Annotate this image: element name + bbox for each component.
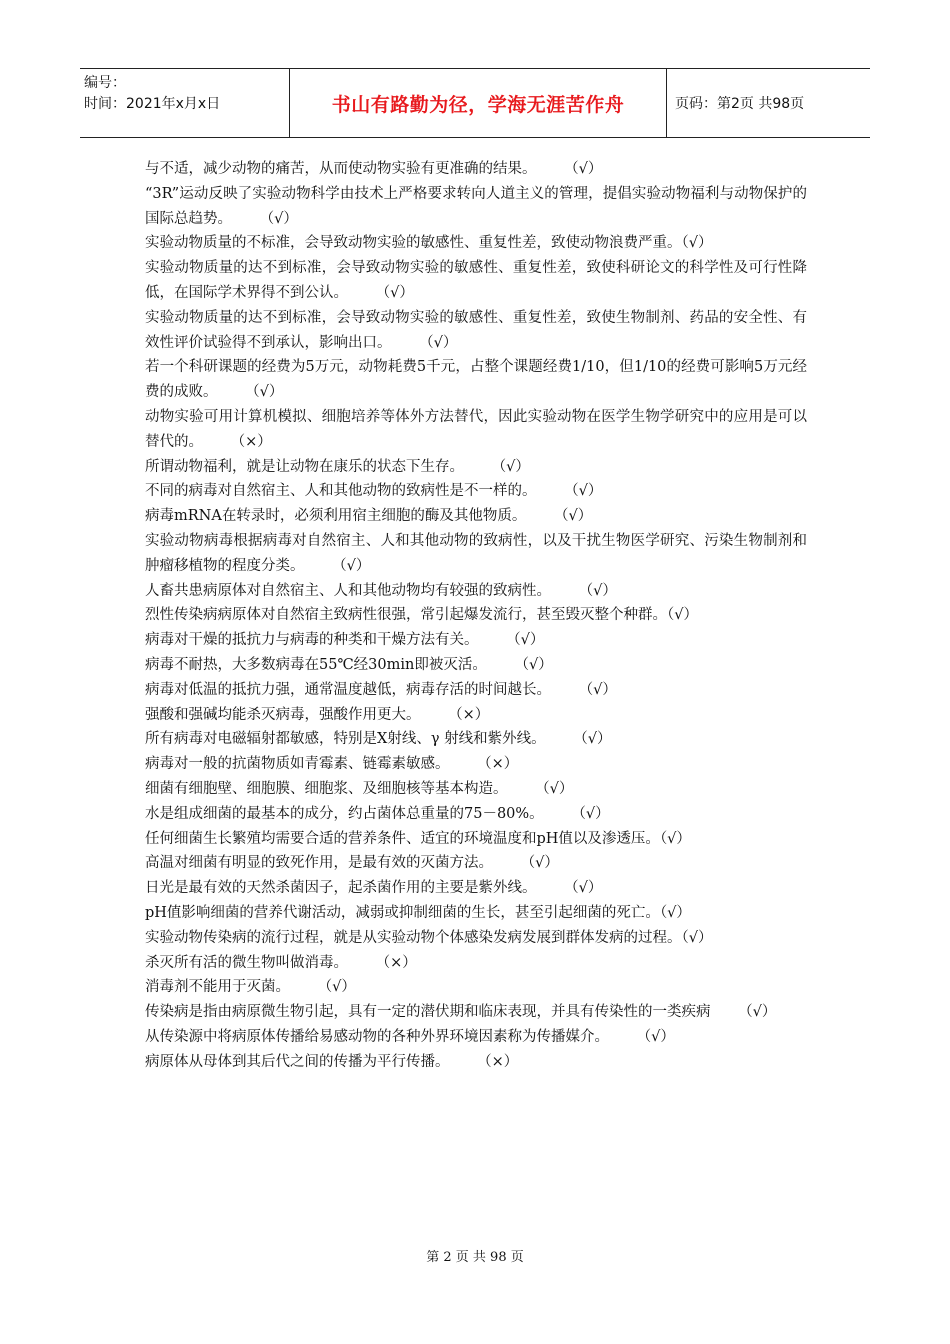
statement-text: 高温对细菌有明显的致死作用，是最有效的灭菌方法。 bbox=[145, 855, 493, 872]
statement-text: “3R”运动反映了实验动物科学由技术上严格要求转向人道主义的管理，提倡实验动物福利与动物保护的国际总趋势。 bbox=[145, 185, 807, 227]
statement-text: pH值影响细菌的营养代谢活动，减弱或抑制细菌的生长，甚至引起细菌的死亡。 bbox=[145, 904, 660, 921]
statement-text: 与不适，减少动物的痛苦，从而使动物实验有更准确的结果。 bbox=[145, 161, 537, 177]
statement-text: 水是组成细菌的最基本的成分，约占菌体总重量的75－80%。 bbox=[145, 805, 544, 822]
statement-paragraph bbox=[145, 802, 807, 827]
statement-paragraph bbox=[145, 703, 807, 728]
statement-paragraph bbox=[145, 1050, 807, 1075]
statement-paragraph bbox=[145, 479, 807, 504]
header-meta bbox=[80, 69, 290, 137]
page-header bbox=[80, 68, 870, 138]
answer-mark: （√） bbox=[551, 582, 617, 599]
answer-mark: （√） bbox=[659, 830, 691, 847]
answer-mark: （√） bbox=[659, 904, 691, 921]
document-number-label: 编号： bbox=[84, 75, 126, 91]
statement-paragraph bbox=[145, 306, 807, 356]
statement-paragraph bbox=[145, 777, 807, 802]
statement-text: 消毒剂不能用于灭菌。 bbox=[145, 979, 290, 996]
statement-text: 实验动物病毒根据病毒对自然宿主、人和其他动物的致病性，以及干扰生物医学研究、污染生物制剂和肿瘤移植物的程度分类。 bbox=[145, 532, 807, 574]
statement-text: 人畜共患病原体对自然宿主、人和其他动物均有较强的致病性。 bbox=[145, 582, 551, 599]
statement-text: 动物实验可用计算机模拟、细胞培养等体外方法替代，因此实验动物在医学生物学研究中的应用是可以替代的。 bbox=[145, 408, 807, 450]
answer-mark: （√） bbox=[551, 681, 617, 698]
answer-mark: （√） bbox=[710, 1004, 777, 1021]
statement-paragraph bbox=[145, 355, 807, 405]
statement-paragraph bbox=[145, 231, 807, 256]
answer-mark: （√） bbox=[536, 880, 603, 897]
statement-paragraph bbox=[145, 926, 807, 951]
answer-mark: （√） bbox=[486, 656, 553, 673]
statement-text: 日光是最有效的天然杀菌因子，起杀菌作用的主要是紫外线。 bbox=[145, 880, 537, 897]
statement-paragraph bbox=[145, 1025, 807, 1050]
statement-paragraph bbox=[145, 653, 807, 678]
answer-mark: （√） bbox=[232, 210, 298, 227]
answer-mark: （√） bbox=[464, 458, 530, 475]
statement-text: 实验动物质量的达不到标准，会导致动物实验的敏感性、重复性差，致使生物制剂、药品的安全性、有效性评价试验得不到承认，影响出口。 bbox=[145, 309, 807, 351]
statement-paragraph bbox=[145, 752, 807, 777]
statement-paragraph bbox=[145, 975, 807, 1000]
statement-paragraph bbox=[145, 851, 807, 876]
statement-paragraph bbox=[145, 405, 807, 455]
answer-mark: （×） bbox=[449, 1053, 519, 1070]
statement-text: 烈性传染病病原体对自然宿主致病性很强，常引起爆发流行，甚至毁灭整个种群。 bbox=[145, 607, 667, 624]
document-body bbox=[145, 157, 807, 1074]
statement-paragraph bbox=[145, 579, 807, 604]
statement-text: 病毒不耐热，大多数病毒在55℃经30min即被灭活。 bbox=[145, 656, 487, 673]
statement-text: 传染病是指由病原微生物引起，具有一定的潜伏期和临床表现，并具有传染性的一类疾病 bbox=[145, 1004, 711, 1021]
statement-text: 强酸和强碱均能杀灭病毒，强酸作用更大。 bbox=[145, 706, 421, 723]
answer-mark: （√） bbox=[543, 805, 610, 822]
statement-paragraph bbox=[145, 182, 807, 232]
document-date: 时间：2021年x月x日 bbox=[84, 96, 221, 112]
statement-paragraph bbox=[145, 727, 807, 752]
statement-paragraph bbox=[145, 628, 807, 653]
statement-paragraph bbox=[145, 529, 807, 579]
statement-paragraph bbox=[145, 1000, 807, 1025]
answer-mark: （√） bbox=[536, 161, 603, 177]
answer-mark: （×） bbox=[348, 954, 417, 971]
answer-mark: （√） bbox=[507, 780, 574, 797]
answer-mark: （√） bbox=[609, 1028, 675, 1045]
statement-paragraph bbox=[145, 504, 807, 529]
statement-text: 病毒对一般的抗菌物质如青霉素、链霉素敏感。 bbox=[145, 756, 450, 773]
answer-mark: （×） bbox=[203, 433, 272, 450]
statement-text: 所谓动物福利，就是让动物在康乐的状态下生存。 bbox=[145, 458, 464, 475]
statement-paragraph bbox=[145, 951, 807, 976]
statement-paragraph bbox=[145, 603, 807, 628]
answer-mark: （√） bbox=[217, 384, 284, 401]
statement-text: 所有病毒对电磁辐射都敏感，特别是X射线、γ 射线和紫外线。 bbox=[145, 731, 546, 748]
statement-paragraph bbox=[145, 256, 807, 306]
statement-text: 实验动物传染病的流行过程，就是从实验动物个体感染发病发展到群体发病的过程。 bbox=[145, 929, 682, 946]
answer-mark: （√） bbox=[681, 929, 713, 946]
answer-mark: （×） bbox=[420, 706, 490, 723]
answer-mark: （√） bbox=[290, 979, 356, 996]
statement-text: 细菌有细胞壁、细胞膜、细胞浆、及细胞核等基本构造。 bbox=[145, 780, 508, 797]
statement-text: 任何细菌生长繁殖均需要合适的营养条件、适宜的环境温度和pH值以及渗透压。 bbox=[145, 830, 660, 847]
answer-mark: （√） bbox=[493, 855, 559, 872]
statement-paragraph bbox=[145, 901, 807, 926]
statement-text: 若一个科研课题的经费为5万元，动物耗费5千元，占整个课题经费1/10，但1/10的经费可影响5万元经费的成败。 bbox=[145, 359, 807, 401]
statement-paragraph bbox=[145, 157, 807, 182]
statement-text: 病毒对干燥的抵抗力与病毒的种类和干燥方法有关。 bbox=[145, 632, 479, 649]
answer-mark: （√） bbox=[526, 508, 593, 525]
answer-mark: （√） bbox=[667, 607, 698, 624]
statement-text: 杀灭所有活的微生物叫做消毒。 bbox=[145, 954, 348, 971]
page-footer: 第 2 页 共 98 页 bbox=[426, 1250, 524, 1265]
answer-mark: （√） bbox=[545, 731, 612, 748]
statement-text: 不同的病毒对自然宿主、人和其他动物的致病性是不一样的。 bbox=[145, 483, 537, 500]
answer-mark: （×） bbox=[449, 756, 519, 773]
statement-paragraph bbox=[145, 678, 807, 703]
statement-text: 病毒mRNA在转录时，必须利用宿主细胞的酶及其他物质。 bbox=[145, 508, 527, 525]
answer-mark: （√） bbox=[304, 557, 371, 574]
statement-paragraph bbox=[145, 827, 807, 852]
statement-text: 病原体从母体到其后代之间的传播为平行传播。 bbox=[145, 1053, 450, 1070]
header-page-number: 页码：第2页 共98页 bbox=[675, 96, 805, 112]
statement-text: 实验动物质量的不标准，会导致动物实验的敏感性、重复性差，致使动物浪费严重。 bbox=[145, 235, 682, 252]
statement-paragraph bbox=[145, 455, 807, 480]
statement-text: 实验动物质量的达不到标准，会导致动物实验的敏感性、重复性差，致使科研论文的科学性及可行性降低，在国际学术界得不到公认。 bbox=[145, 260, 807, 301]
answer-mark: （√） bbox=[478, 632, 545, 649]
answer-mark: （√） bbox=[681, 235, 713, 252]
answer-mark: （√） bbox=[391, 334, 458, 351]
statement-paragraph bbox=[145, 876, 807, 901]
answer-mark: （√） bbox=[348, 284, 414, 301]
statement-text: 病毒对低温的抵抗力强，通常温度越低，病毒存活的时间越长。 bbox=[145, 681, 551, 698]
answer-mark: （√） bbox=[536, 483, 603, 500]
header-motto: 书山有路勤为径，学海无涯苦作舟 bbox=[290, 69, 667, 137]
statement-text: 从传染源中将病原体传播给易感动物的各种外界环境因素称为传播媒介。 bbox=[145, 1028, 609, 1045]
